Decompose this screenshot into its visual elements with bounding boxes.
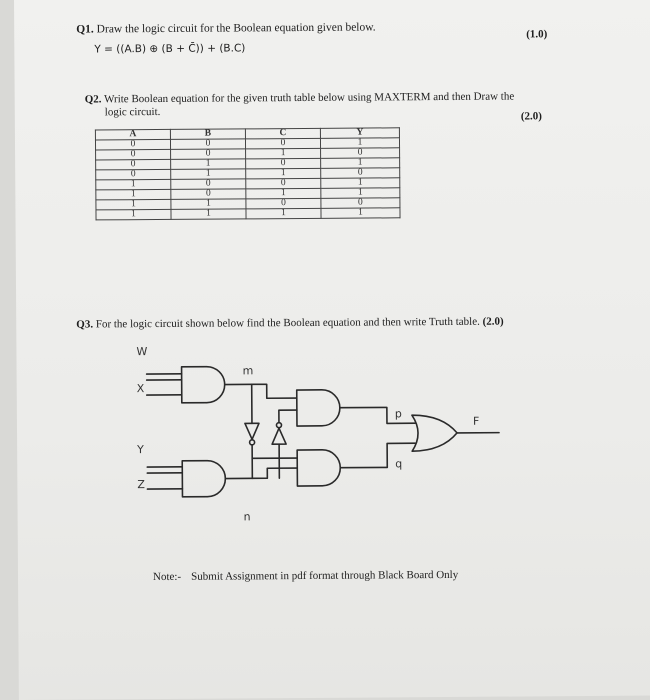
- table-cell: 1: [96, 179, 171, 190]
- table-cell: 1: [321, 158, 400, 169]
- table-cell: 0: [245, 138, 320, 149]
- wire-label-q: q: [395, 457, 403, 471]
- table-cell: 0: [246, 158, 321, 169]
- question-1-marks: (1.0): [526, 28, 548, 41]
- table-cell: 1: [246, 148, 321, 159]
- table-cell: 0: [321, 198, 400, 209]
- and-gate-4: [297, 450, 340, 486]
- question-3: Q3. For the logic circuit shown below find the Boolean equation and then write Truth table. (2.0): [76, 315, 504, 331]
- table-cell: 1: [171, 199, 246, 210]
- table-cell: 1: [246, 208, 321, 219]
- input-label-x: X: [136, 382, 145, 396]
- table-cell: 1: [171, 169, 246, 180]
- table-cell: 0: [95, 139, 170, 150]
- wire-label-m: m: [242, 364, 254, 378]
- output-label-f: F: [472, 414, 480, 428]
- question-2: Q2. Write Boolean equation for the given truth table below using MAXTERM and then Draw the: [84, 90, 515, 106]
- table-cell: 0: [246, 198, 321, 209]
- table-cell: 1: [321, 188, 400, 199]
- table-cell: 0: [171, 149, 246, 160]
- or-gate-output: [412, 415, 457, 451]
- table-header-y: Y: [320, 128, 399, 139]
- table-header-c: C: [245, 128, 320, 139]
- table-cell: 0: [170, 139, 245, 150]
- table-cell: 1: [96, 199, 171, 210]
- question-1-equation: Y = ((A.B) ⊕ (B + C̄)) + (B.C): [94, 42, 246, 56]
- and-gate-1: [182, 367, 225, 403]
- and-gate-2: [182, 461, 225, 497]
- question-2-marks: (2.0): [520, 110, 542, 123]
- table-cell: 1: [321, 208, 400, 219]
- assignment-note: Note:- Submit Assignment in pdf format through Black Board Only: [152, 568, 459, 584]
- input-label-z: Z: [137, 478, 145, 492]
- table-cell: 1: [320, 138, 399, 149]
- and-gate-3: [297, 390, 340, 426]
- table-cell: 0: [96, 159, 171, 170]
- table-cell: 0: [171, 179, 246, 190]
- table-cell: 1: [96, 209, 171, 220]
- inverter-1: [245, 423, 259, 439]
- table-header-a: A: [95, 129, 170, 140]
- wire-label-p: p: [394, 407, 402, 421]
- table-cell: 1: [171, 159, 246, 170]
- table-cell: 0: [96, 149, 171, 160]
- logic-circuit-diagram: [14, 0, 650, 560]
- table-cell: 1: [171, 209, 246, 220]
- table-cell: 1: [96, 189, 171, 200]
- table-cell: 0: [96, 169, 171, 180]
- table-cell: 0: [171, 189, 246, 200]
- table-cell: 1: [321, 178, 400, 189]
- table-cell: 1: [246, 188, 321, 199]
- table-header-b: B: [170, 129, 245, 140]
- input-label-w: W: [136, 345, 148, 359]
- input-label-y: Y: [137, 443, 144, 457]
- inverter-2: [272, 428, 286, 444]
- question-1: Q1. Draw the logic circuit for the Boolean equation given below.: [76, 21, 376, 36]
- table-cell: 0: [246, 178, 321, 189]
- table-cell: 0: [321, 148, 400, 159]
- table-cell: 0: [321, 168, 400, 179]
- wire-label-n: n: [243, 510, 251, 524]
- question-2-line2: logic circuit.: [104, 105, 161, 119]
- table-cell: 1: [246, 168, 321, 179]
- assignment-sheet: [14, 0, 650, 700]
